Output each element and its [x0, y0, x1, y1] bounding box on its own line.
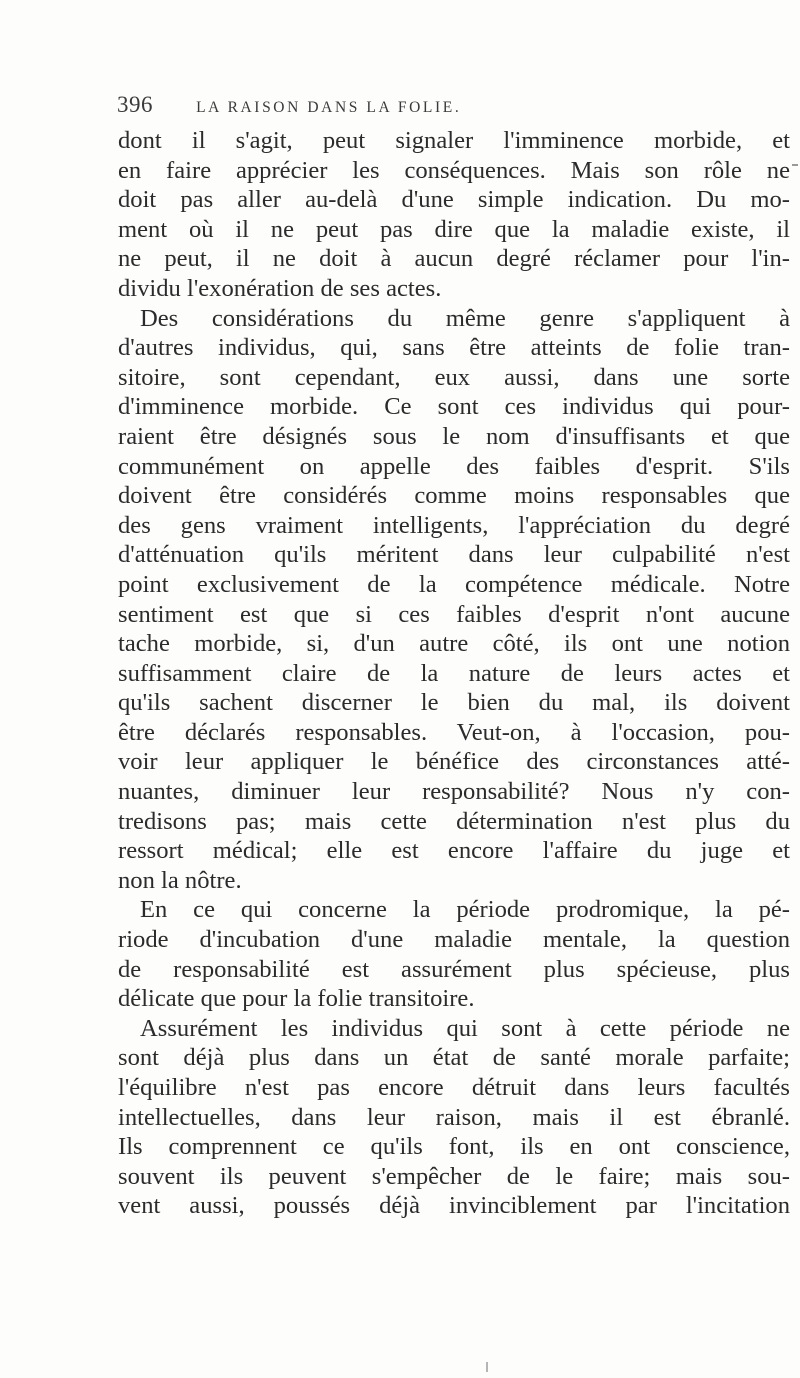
text-line: d'atténuation qu'ils méritent dans leur culpabilité n'est: [118, 541, 790, 569]
text-line: sont déjà plus dans un état de santé morale parfaite;: [118, 1044, 790, 1072]
text-line: voir leur appliquer le bénéfice des circonstances atté-: [118, 748, 790, 776]
text-line: sentiment est que si ces faibles d'esprit n'ont aucune: [118, 600, 790, 628]
text-line: nuantes, diminuer leur responsabilité? Nous n'y con-: [118, 778, 790, 806]
text-line: l'équilibre n'est pas encore détruit dans leurs facultés: [118, 1074, 790, 1101]
text-line: raient être désignés sous le nom d'insuffisants et que: [118, 422, 790, 450]
text-line: d'imminence morbide. Ce sont ces individus qui pour-: [118, 393, 790, 421]
text-line: en faire apprécier les conséquences. Mais son rôle ne: [118, 156, 790, 184]
text-line: Assurément les individus qui sont à cette période ne: [140, 1014, 790, 1042]
text-line: qu'ils sachent discerner le bien du mal, ils doivent: [118, 689, 790, 717]
text-line: Des considérations du même genre s'appliquent à: [140, 304, 790, 332]
text-line: ressort médical; elle est encore l'affaire du juge et: [118, 837, 790, 865]
text-line: riode d'incubation d'une maladie mentale, la question: [118, 926, 790, 954]
text-line: souvent ils peuvent s'empêcher de le faire; mais sou-: [118, 1162, 790, 1190]
text-line: non la nôtre.: [118, 866, 242, 894]
text-line: de responsabilité est assurément plus spécieuse, plus: [118, 955, 790, 983]
scan-mark: [486, 1362, 488, 1372]
text-line: des gens vraiment intelligents, l'appréciation du degré: [118, 511, 790, 539]
text-line: tache morbide, si, d'un autre côté, ils ont une notion: [118, 630, 790, 658]
running-title: LA RAISON DANS LA FOLIE.: [196, 99, 462, 116]
text-line: tredisons pas; mais cette détermination n'est plus du: [118, 807, 790, 835]
text-line: Ils comprennent ce qu'ils font, ils en ont conscience,: [118, 1133, 790, 1161]
text-line: En ce qui concerne la période prodromique, la pé-: [140, 896, 790, 924]
text-line: dividu l'exonération de ses actes.: [118, 274, 442, 302]
text-line: ne peut, il ne doit à aucun degré réclamer pour l'in-: [118, 245, 790, 273]
running-head: [117, 92, 797, 122]
text-line: délicate que pour la folie transitoire.: [118, 985, 475, 1013]
text-line: sitoire, sont cependant, eux aussi, dans une sorte: [118, 363, 790, 391]
text-line: intellectuelles, dans leur raison, mais il est ébranlé.: [118, 1103, 790, 1131]
text-line: point exclusivement de la compétence médicale. Notre: [118, 570, 790, 598]
text-line: dont il s'agit, peut signaler l'imminence morbide, et: [118, 127, 790, 154]
text-line: doit pas aller au-delà d'une simple indication. Du mo-: [118, 186, 790, 214]
body-text: [118, 126, 790, 1221]
scan-mark: [792, 164, 798, 166]
text-line: suffisamment claire de la nature de leurs actes et: [118, 659, 790, 687]
text-line: ment où il ne peut pas dire que la maladie existe, il: [118, 215, 790, 243]
text-line: d'autres individus, qui, sans être atteints de folie tran-: [118, 334, 790, 362]
text-line: être déclarés responsables. Veut-on, à l'occasion, pou-: [118, 718, 790, 746]
text-line: communément on appelle des faibles d'esprit. S'ils: [118, 452, 790, 480]
text-line: vent aussi, poussés déjà invinciblement par l'incitation: [118, 1192, 790, 1220]
page-number: 396: [117, 92, 153, 117]
text-line: doivent être considérés comme moins responsables que: [118, 482, 790, 510]
